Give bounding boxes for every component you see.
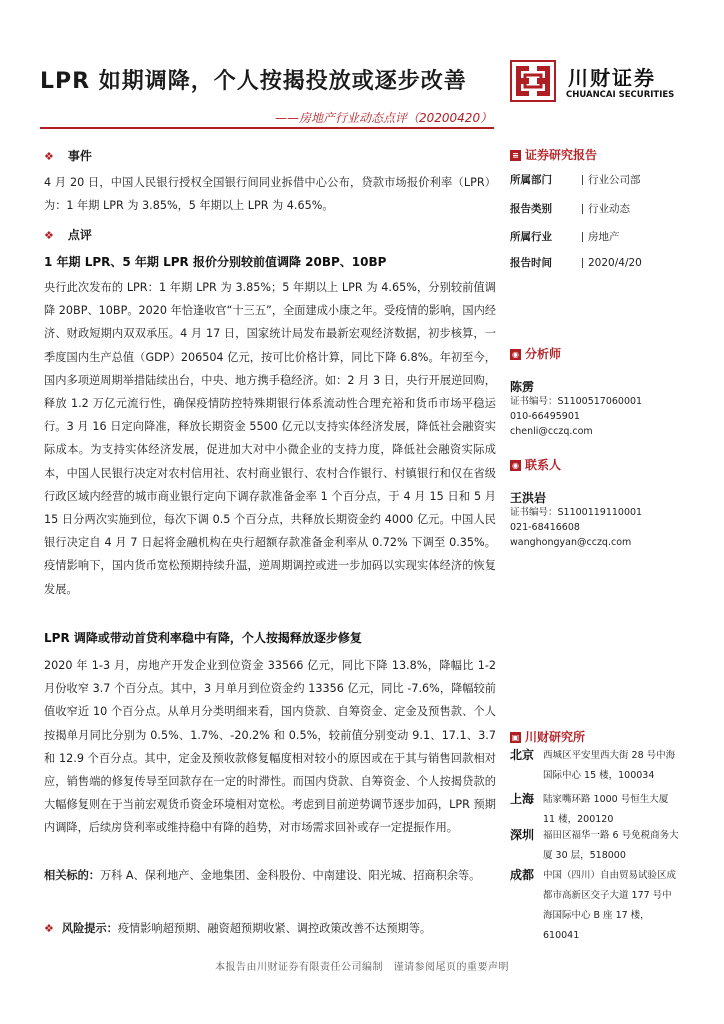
office-city-shanghai: 上海	[510, 792, 535, 806]
page-title: LPR 如期调降，个人按揭投放或逐步改善	[40, 69, 467, 94]
office-city-chengdu: 成都	[510, 868, 535, 882]
comment-paragraph-2: 2020 年 1-3 月，房地产开发企业到位资金 33566 亿元，同比下降 13.8%，降幅比 1-2 月份收窄 3.7 个百分点。其中，3 月单月到位资金约 13356 亿元，同比 -7.6%，降幅较前值收窄近 10 个百分点。从单月分类明细来看，国内贷款、自筹资金、定金及预售款、个人按揭单月同比分别为 0.5%、1.7%、-20.2% 和 0.5%，较前值分别变动 9.1、17.1、3.7 和 12.9 个百分点。其中，定金及预收款修复幅度相对较小的原因或在于其与销售回款相对应，销售端的修复传导至回款存在一定的时滞性。而国内贷款、自筹资金、个人按揭贷款的大幅修复则在于当前宏观货币资金环境相对宽松。考虑到目前逆势调节逐步加码，LPR 预期内调降，后续房贷利率或维持稳中有降的趋势，对市场需求回补或存一定提振作用。	[44, 659, 496, 835]
contact-icon: ◉	[510, 460, 521, 471]
contact-cert: 证书编号：S1100119110001	[510, 507, 643, 518]
footer-disclaimer: 本报告由川财证券有限责任公司编制 谨请参阅尾页的重要声明	[215, 962, 509, 973]
diamond-icon: ❖	[44, 150, 54, 163]
logo-name: 川财证券	[568, 66, 656, 90]
analyst-cert: 证书编号：S1100517060001	[510, 396, 643, 407]
analyst-email[interactable]: chenli@cczq.com	[510, 426, 593, 437]
subheading-lpr-cut: 1 年期 LPR、5 年期 LPR 报价分别较前值调降 20BP、10BP	[44, 255, 387, 269]
risk-text: 疫情影响超预期、融资超预期收紧、调控政策改善不达预期等。	[117, 922, 432, 935]
related-label: 相关标的：	[44, 869, 100, 882]
contact-heading: ◉ 联系人	[512, 458, 562, 472]
comment-heading: ❖ 点评	[44, 228, 92, 242]
related-text: 万科 A、保利地产、金地集团、金科股份、中南建设、阳光城、招商积余等。	[99, 869, 481, 882]
office-city-beijing: 北京	[510, 748, 535, 762]
office-address-shanghai: 陆家嘴环路 1000 号恒生大厦 11 楼，200120	[543, 794, 669, 825]
logo-english: CHUANCAI SECURITIES	[566, 90, 675, 100]
office-address-shenzhen: 福田区福华一路 6 号免税商务大厦 30 层，518000	[543, 830, 679, 861]
risk-label: 风险提示：	[61, 922, 118, 935]
info-row-date: 报告时间 2020/4/20	[510, 257, 642, 269]
person-icon: ◉	[510, 349, 521, 360]
diamond-icon: ❖	[44, 922, 54, 935]
diamond-icon: ❖	[44, 229, 54, 242]
related-stocks	[44, 864, 496, 887]
subheading-mortgage: LPR 调降或带动首贷利率稳中有降，个人按揭释放逐步修复	[44, 631, 362, 645]
report-icon: ≡	[510, 150, 521, 161]
institute-heading: ▣ 川财研究所	[511, 730, 586, 744]
office-city-shenzhen: 深圳	[510, 828, 535, 842]
analyst-heading: ◉ 分析师	[512, 347, 562, 361]
event-text: 4 月 20 日，中国人民银行授权全国银行间同业拆借中心公布，贷款市场报价利率（LPR）为：1 年期 LPR 为 3.85%，5 年期以上 LPR 为 4.65%。	[44, 176, 496, 213]
page-subtitle: ——房地产行业动态点评（20200420）	[275, 111, 493, 125]
contact-email[interactable]: wanghongyan@cczq.com	[510, 537, 632, 548]
info-row-department: 所属部门 行业公司部	[510, 174, 641, 186]
logo-mark-icon	[510, 60, 556, 102]
company-logo	[510, 60, 680, 106]
info-row-industry: 所属行业 房地产	[510, 231, 620, 243]
office-address-beijing: 西城区平安里西大街 28 号中海国际中心 15 楼，100034	[543, 750, 676, 781]
info-row-category: 报告类别 行业动态	[510, 203, 630, 215]
risk-warning	[44, 917, 496, 940]
event-heading: ❖ 事件	[44, 149, 92, 163]
analyst-phone: 010-66495901	[510, 411, 580, 422]
comment-paragraph-1: 央行此次发布的 LPR：1 年期 LPR 为 3.85%；5 年期以上 LPR 为 4.65%，分别较前值调降 20BP、10BP。2020 年恰逢收官“十三五”，全面建成小康之年。受疫情的影响，国内经济、财政短期内双双承压。4 月 17 日，国家统计局发布最新宏观经济数据，初步核算，一季度国内生产总值（GDP）206504 亿元，按可比价格计算，同比下降 6.8%。年初至今，国内多项逆周期举措陆续出台，中央、地方携手稳经济。如：2 月 3 日，央行开展逆回购，释放 1.2 万亿元流行性，确保疫情防控特殊期银行体系流动性合理充裕和货币市场平稳运行。3 月 16 日定向降准，释放长期资金 5500 亿元以支持实体经济发展，降低社会融资实际成本。为支持实体经济发展，促进加大对中小微企业的支持力度，降低社会融资实际成本，中国人民银行决定对农村信用社、农村商业银行、农村合作银行、村镇银行和仅在省级行政区域内经营的城市商业银行定向下调存款准备金率 1 个百分点，于 4 月 15 日和 5 月 15 日分两次实施到位，每次下调 0.5 个百分点，共释放长期资金约 4000 亿元。中国人民银行决定自 4 月 7 日起将金融机构在央行超额存款准备金利率从 0.72% 下调至 0.35%。疫情影响下，国内货币宽松预期持续升温，逆周期调控或进一步加码以实现实体经济的恢复发展。	[44, 281, 496, 596]
report-type-heading: ≡ 证券研究报告	[510, 146, 597, 163]
contact-phone: 021-68416608	[510, 522, 580, 533]
analyst-name: 陈雳	[510, 380, 535, 394]
contact-name: 王洪岩	[510, 491, 547, 505]
header-divider	[40, 127, 494, 129]
building-icon: ▣	[511, 733, 520, 742]
office-address-chengdu: 中国（四川）自由贸易试验区成都市高新区交子大道 177 号中海国际中心 B 座 17 楼，610041	[543, 870, 677, 941]
